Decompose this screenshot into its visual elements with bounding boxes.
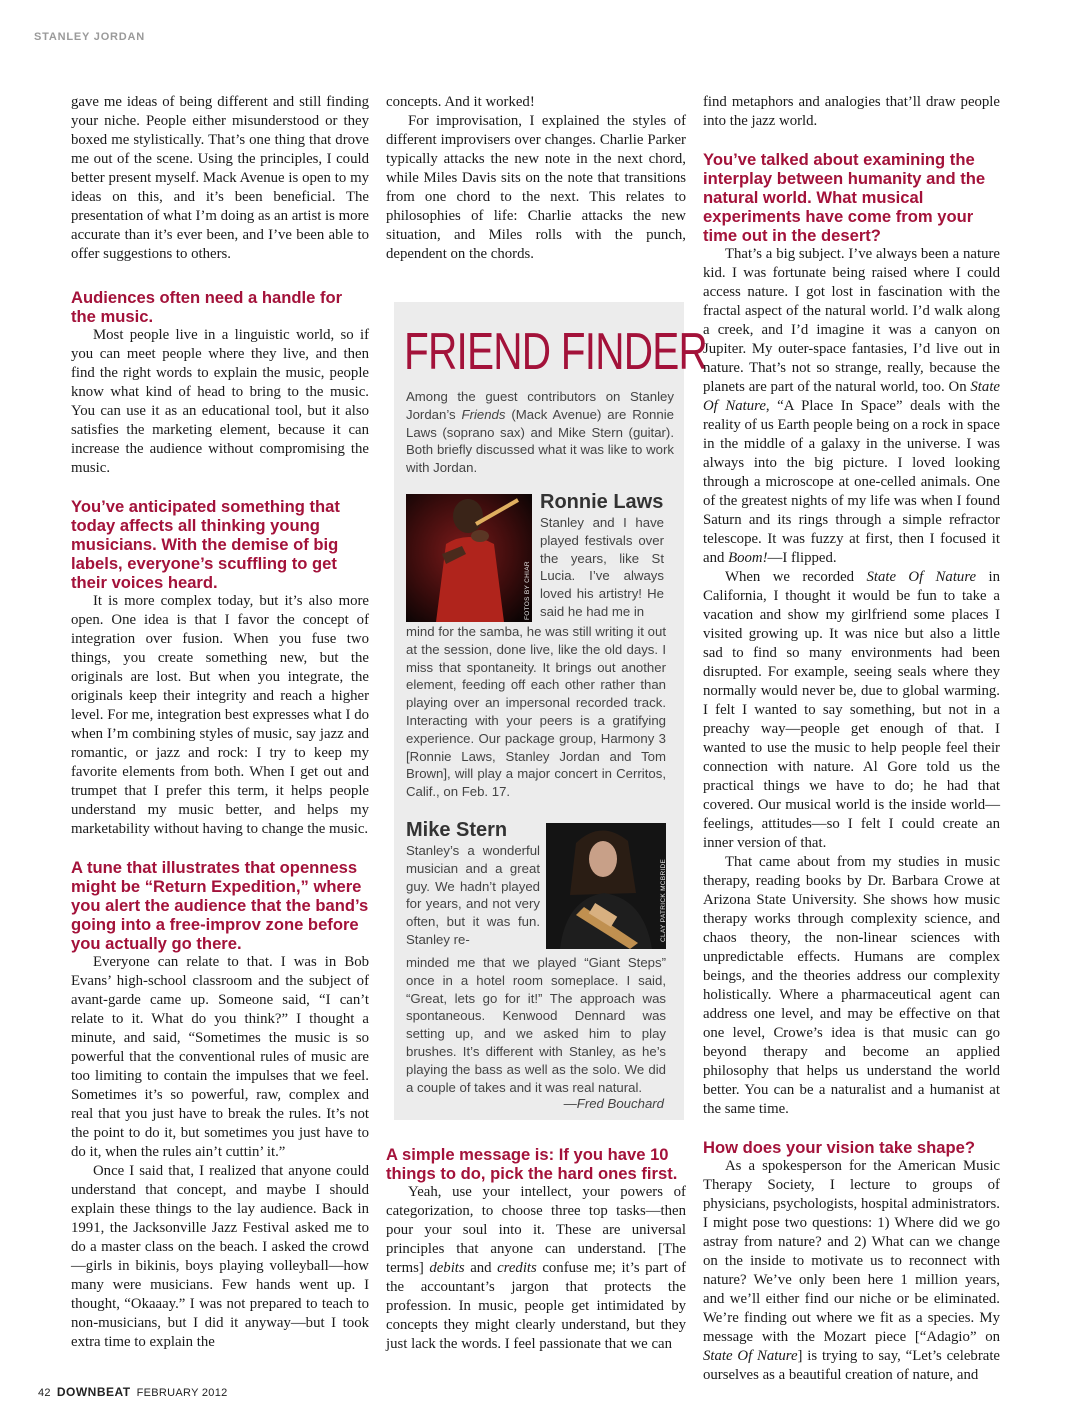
column-3 — [703, 93, 1000, 1385]
paragraph-text: , “A Place In Space” deals with the reality of us Earth people being on a rock in space in the middle of a galaxy in the universe. I was always into the big picture. I loved looking through a microscope at one-celled animals. One of the greatest nights of my life was when I found Saturn and its rings through a simple refractor telescope. It was fuzzy at first, then I focused it and — [703, 398, 1000, 566]
mike-stern-photo — [546, 823, 666, 949]
page-footer — [38, 1385, 228, 1399]
mike-stern-photo-image — [546, 823, 666, 949]
paragraph-text: —I flipped. — [767, 550, 837, 566]
paragraph: Once I said that, I realized that anyone could understand that concept, and maybe I should explain these things to the lay audience. Back in 1991, the Jacksonville Jazz Festival asked me to do a master class on the beach. I asked the crowd—girls in bikinis, boys playing volleyball—how many were musicians. Few hands went up. I thought, “Okaaay.” I was not prepared to teach to non-musicians, but I did it anyway—but I took extra time to explain the — [71, 1163, 369, 1350]
photo-credit: CLAY PATRICK MCBRIDE — [660, 858, 667, 942]
album-title: State Of Nature — [866, 569, 977, 585]
ronnie-laws-block — [540, 490, 664, 621]
paragraph: find metaphors and analogies that’ll draw people into the jazz world. — [703, 94, 1000, 129]
sidebar-byline: —Fred Bouchard — [563, 1096, 664, 1111]
paragraph: Most people live in a linguistic world, so if you can meet people where they live, and then find the right words to explain the music, people know what kind of head to bring to the music. You can use it as an educational tool, but it also satisfies the marketing element, because it can increase the audience without compromising the music. — [71, 327, 369, 476]
paragraph-text: ] is trying to say, “Let’s celebrate ourselves as a beautiful creation of nature, and — [703, 1348, 1000, 1383]
paragraph — [703, 1157, 1000, 1385]
emphasis: debits — [429, 1260, 465, 1276]
emphasis: Boom! — [728, 550, 768, 566]
paragraph-text: When we recorded — [725, 569, 867, 585]
contributor-quote: Stanley’s a wonderful musician and a great guy. We hadn’t played for years, and not very often, but it was fun. Stanley re- — [406, 843, 540, 947]
paragraph — [703, 245, 1000, 568]
question-heading: You’ve anticipated something that today affects all thinking young musicians. With the demise of big labels, everyone’s scuffling to get their voices heard. — [71, 497, 340, 592]
paragraph: concepts. And it worked! — [386, 94, 535, 110]
paragraph-text: That’s a big subject. I’ve always been a nature kid. I was fortunate being raised where I could access nature. I got lost in fascination with the fractal aspect of the natural world. I’d walk along a creek, and I’d imagine it was a canyon on Jupiter. My outer-space fantasies, I’d live out in nature. That’s not so strange, really, because the planets are part of the natural world, too. On — [703, 246, 1000, 395]
sidebar-intro — [406, 388, 674, 477]
photo-credit: FOTOS BY CHIAR — [524, 561, 531, 620]
question-heading: A simple message is: If you have 10 things to do, pick the hard ones first. — [386, 1145, 678, 1183]
question-heading: A tune that illustrates that openness might be “Return Expedition,” where you alert the audience that the band’s going into a free-improv zone before you actually go there. — [71, 858, 369, 953]
intro-text: Among the guest contributors on Stanley Jordan’s — [406, 389, 674, 422]
paragraph: It is more complex today, but it’s also more open. One idea is that I favor the concept of integration over fusion. When you fuse two things, you create something new, but the originals are lost. But when you integrate, the originals keep their integrity and reach a higher level. For me, integration best expresses what I do when I’m combining styles of music, say jazz and romantic, or jazz and rock: I try to keep my favorite elements from both. When I get out and trumpet that I prefer this term, it helps people understand my music better, and helps my marketability without having to change the music. — [71, 593, 369, 837]
contributor-name: Mike Stern — [406, 819, 508, 841]
intro-text: (Mack Avenue) are Ronnie Laws (soprano sax) and Mike Stern (guitar). Both briefly discussed what it was like to work with Jordan. — [406, 406, 674, 476]
paragraph-text: As a spokesperson for the American Music Therapy Society, I lecture to groups of physicians, psychologists, hospital administrators. I might pose two questions: 1) Where did we go astray from nature? and 2) What can we change on the inside to motivate us to reconnect with nature? We’ve only been here 1 million years, and we’ll either find our niche or be eliminated. We’re finding out where we fit as a species. My message with the Mozart piece [“Adagio” on — [703, 1158, 1000, 1345]
paragraph: That came about from my studies in music therapy, reading books by Dr. Barbara Crowe at Arizona State University. She shows how music therapy works through complexity science, and chaos theory, the non-linear sciences with unpredictable effects. Humans are complex beings, and the theories address our complexity holistically. Where a pharmaceutical agent can address one level, and may be effective on that one level, Crowe’s idea is that music can go beyond therapy and become an applied philosophy that helps us understand the world better. You can be a naturalist and a humanist at the same time. — [703, 854, 1000, 1117]
column-2-bottom — [386, 1145, 686, 1354]
paragraph — [386, 1183, 686, 1354]
paragraph: For improvisation, I explained the styles of different improvisers over changes. Charlie Parker typically attacks the new note in the next chord, while Miles Davis sits on the note that transitions from one chord to the next. This relates to philosophies of life: Charlie attacks the new situation, and Miles rolls with the punch, dependent on the chords. — [386, 113, 686, 262]
emphasis: credits — [497, 1260, 537, 1276]
contributor-quote: Stanley and I have played festivals over the years, like St Lucia. I’ve always loved his artistry! He said he had me in — [540, 515, 664, 619]
paragraph-text: Yeah, use your intellect, your powers of categorization, to choose three top tasks—then pour your soul into it. These are universal principles that anyone can understand. [The terms] — [386, 1184, 686, 1276]
paragraph-text: in California, I thought it would be fun to take a vacation and show my girlfriend some places I visited growing up. It was nice but also a little sad to find so many environments had been disrupted. For example, seeing seals where they normally would never be, due to global warming. I felt I wanted to say something, but not in a preachy way—people get enough of that. I wanted to use the music to help people feel their connection with nature. Al Gore told us the practical things we have to do; he had that covered. Our musical world is the inside world—feelings, attitudes—so I felt I could create an inner version of that. — [703, 569, 1000, 851]
page-number: 42 — [38, 1387, 51, 1399]
album-title: Friends — [461, 406, 506, 422]
running-head: STANLEY JORDAN — [34, 31, 146, 43]
paragraph: gave me ideas of being different and still finding your niche. People either misunderstood or they boxed me stylistically. That’s one thing that drove me out of the scene. Using the principles, I could better present myself. Mack Avenue is open to my ideas on this, and it’s been beneficial. The presentation of what I’m doing as an artist is more accurate than it’s ever been, and I’ve been able to offer suggestions to others. — [71, 94, 369, 262]
issue-date: FEBRUARY 2012 — [136, 1387, 228, 1399]
question-heading: You’ve talked about examining the interplay between humanity and the natural world. What musical experiments have come from your time out in the desert? — [703, 150, 986, 245]
contributor-quote-continued: mind for the samba, he was still writing it out at the session, done live, like the old days. I miss that spontaneity. It brings out another element, feeding off each other rather than playing over an impersonal recorded track. Interacting with your peers is a gratifying experience. Our package group, Harmony 3 [Ronnie Laws, Stanley Jordan and Tom Brown], will play a major concert in Cerritos, Calif., on Feb. 17. — [406, 624, 666, 800]
mike-stern-block — [406, 818, 540, 949]
sidebar-title: FRIEND FINDER — [404, 323, 708, 381]
paragraph — [703, 568, 1000, 853]
paragraph-text: confuse me; it’s part of the accountant’s jargon that protects the profession. In music, people get intimidated by concepts they might clearly understand, but they just lack the words. I feel passionate that we can — [386, 1260, 686, 1352]
question-heading: How does your vision take shape? — [703, 1138, 976, 1157]
contributor-name: Ronnie Laws — [540, 491, 664, 513]
column-2 — [386, 93, 686, 264]
paragraph-text: and — [464, 1260, 498, 1276]
contributor-quote-continued: minded me that we played “Giant Steps” once in a hotel room someplace. I said, “Great, lets go for it!” The approach was spontaneous. Kenwood Dennard was setting up, and we asked him to play brushes. It’s different with Stanley, as he’s playing the bass as well as the solo. We did a couple of takes and it was real natural. — [406, 955, 666, 1095]
paragraph: Everyone can relate to that. I was in Bob Evans’ high-school classroom and the subject of avant-garde came up. Someone said, “I can’t relate to it. What do you think?” I thought a minute, and said, “Sometimes the music is so powerful that the conventional rules of music are too limiting to contain the impulses that we feel. Sometimes it’s so powerful, raw, complex and real that you just have to break the rules. It’s not the point to do it, but sometimes you just have to do it, when the rules ain’t cuttin’ it.” — [71, 954, 369, 1160]
magazine-name: DOWNBEAT — [56, 1385, 131, 1399]
friend-finder-sidebar — [394, 302, 708, 1120]
ronnie-laws-photo — [406, 494, 532, 622]
question-heading: Audiences often need a handle for the music. — [71, 288, 343, 326]
column-1 — [71, 93, 369, 1352]
album-title: State Of Nature — [703, 1348, 798, 1364]
ronnie-laws-photo-image — [406, 494, 532, 622]
album-title: State Of Nature — [703, 379, 1000, 414]
